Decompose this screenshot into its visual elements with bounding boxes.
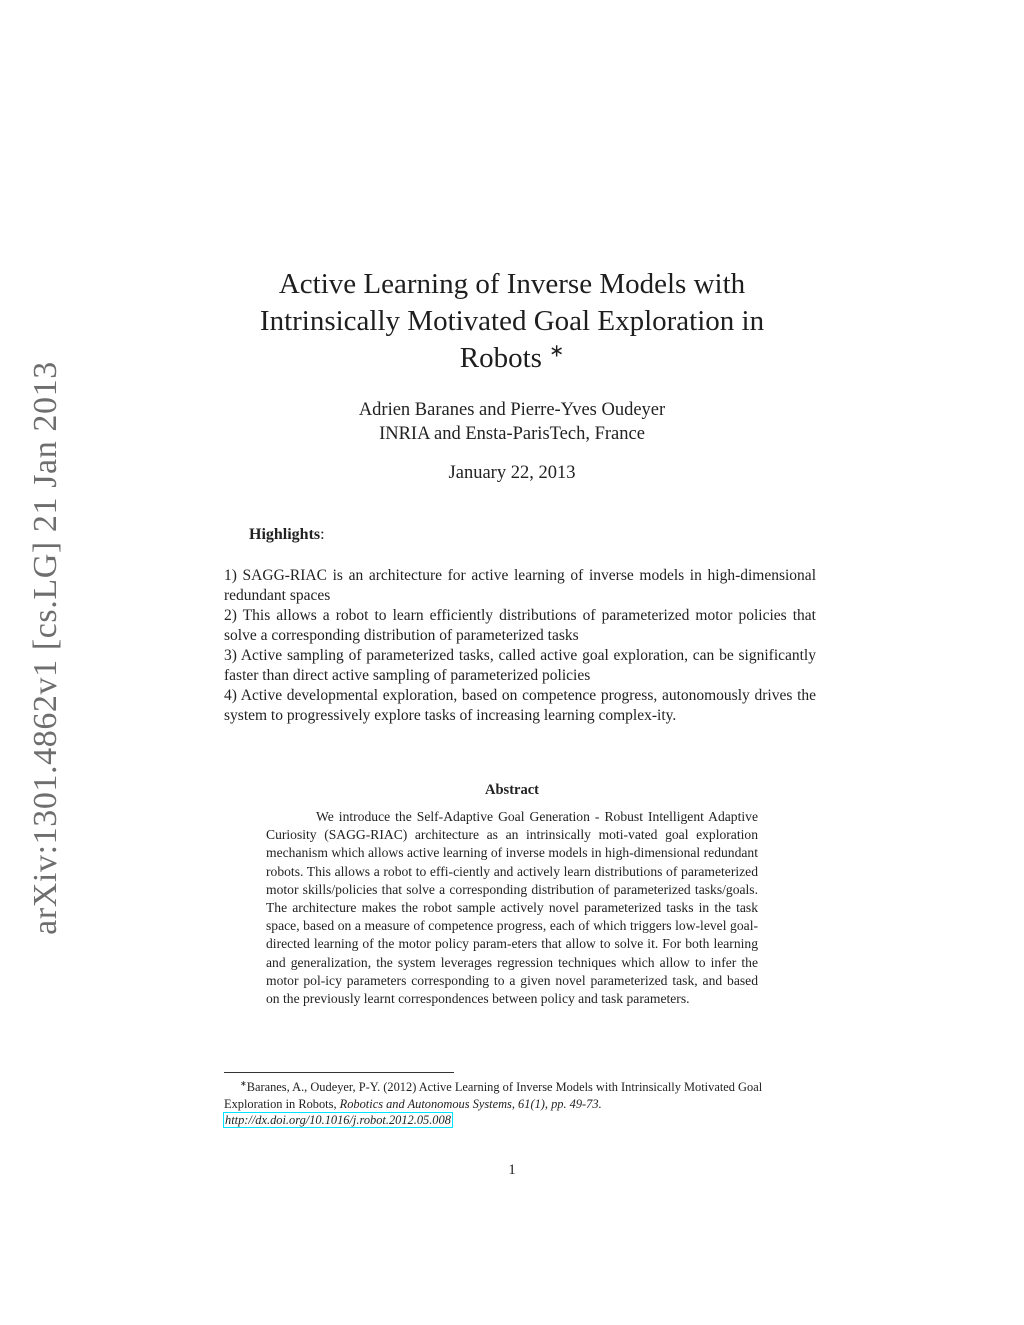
author-names: Adrien Baranes and Pierre-Yves Oudeyer	[358, 400, 666, 420]
footnote	[224, 1076, 816, 1129]
highlights-heading-label: Highlights	[249, 526, 321, 543]
highlight-item-2: 2) This allows a robot to learn efficiently distributions of parameterized motor policies that solve a corresponding distribution of parameterized tasks	[224, 607, 816, 644]
highlights-list	[224, 566, 816, 726]
highlights-heading	[249, 526, 325, 544]
highlights-heading-colon: :	[320, 526, 325, 543]
title-line-2: Intrinsically Motivated Goal Exploration in	[259, 305, 765, 337]
footnote-divider	[224, 1072, 454, 1073]
author-affiliation: INRIA and Ensta-ParisTech, France	[379, 424, 645, 444]
abstract-heading: Abstract	[485, 782, 539, 798]
footnote-journal: Robotics and Autonomous Systems, 61(1), pp. 49-73.	[339, 1096, 602, 1111]
title-line-3	[230, 340, 794, 377]
page-number: 1	[508, 1162, 516, 1178]
footnote-citation	[224, 1076, 816, 1112]
arxiv-identifier-text: arXiv:1301.4862v1 [cs.LG] 21 Jan 2013	[27, 361, 64, 935]
paper-title	[230, 266, 794, 377]
highlight-item-3: 3) Active sampling of parameterized tasks, called active goal exploration, can be significantly faster than direct active sampling of parameterized policies	[224, 647, 816, 684]
title-line-3-text: Robots	[459, 342, 542, 374]
title-footnote-mark: ∗	[549, 340, 565, 361]
footnote-mark: ∗	[240, 1079, 247, 1088]
publication-date: January 22, 2013	[448, 463, 576, 483]
title-line-1: Active Learning of Inverse Models with	[278, 268, 746, 300]
highlight-item-1: 1) SAGG-RIAC is an architecture for active learning of inverse models in high-dimensional redundant spaces	[224, 567, 816, 604]
abstract-body: We introduce the Self-Adaptive Goal Generation - Robust Intelligent Adaptive Curiosity (SAGG-RIAC) architecture as an intrinsically moti-vated goal exploration mechanism which allows active learning of inverse models in high-dimensional redundant robots. This allows a robot to effi-ciently and actively learn distributions of parameterized motor skills/policies that solve a corresponding distribution of parameterized tasks/goals. The architecture makes the robot sample actively novel parameterized tasks in the task space, based on a measure of competence progress, each of which triggers low-level goal-directed learning of the motor policy param-eters that allow to solve it. For both learning and generalization, the system leverages regression techniques which allow to infer the motor pol-icy parameters corresponding to a given novel parameterized task, and based on the previously learnt correspondences between policy and task parameters.	[266, 809, 758, 1007]
highlight-item-4: 4) Active developmental exploration, based on competence progress, autonomously drives the system to progressively explore tasks of increasing learning complex-ity.	[224, 687, 816, 724]
footnote-citation-text: Baranes, A., Oudeyer, P-Y. (2012) Active Learning of Inverse Models with Intrinsically Motivated Goal Exploration in Robots,	[224, 1080, 763, 1111]
doi-link[interactable]: http://dx.doi.org/10.1016/j.robot.2012.05.008	[225, 1113, 451, 1128]
